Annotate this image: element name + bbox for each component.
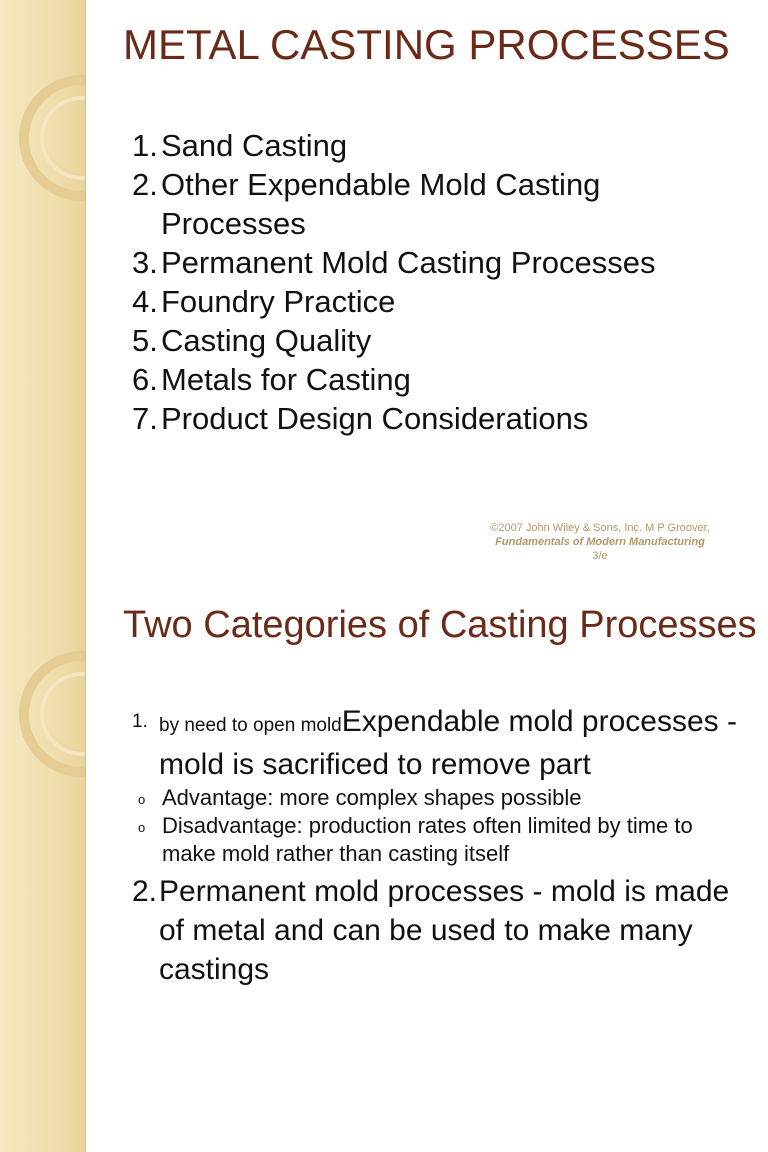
- slide-2: [0, 576, 768, 1152]
- list-item: 1. by need to open moldExpendable mold processes - mold is sacrificed to remove part: [132, 705, 737, 781]
- decorative-sidebar: [0, 0, 86, 576]
- page-title: METAL CASTING PROCESSES: [123, 21, 730, 68]
- sub-list-item: o Disadvantage: production rates often limited by time to make mold rather than casting itself: [138, 813, 693, 866]
- sub-list: [132, 784, 742, 868]
- decorative-sidebar: [0, 576, 86, 1152]
- list-item: 4. Foundry Practice: [132, 284, 396, 319]
- list-item: 7. Product Design Considerations: [132, 401, 589, 436]
- list-item: 5. Casting Quality: [132, 323, 372, 358]
- copyright-note: ©2007 John Wiley & Sons, Inc. M P Groover, Fundamentals of Modern Manufacturing 3/e: [490, 522, 710, 562]
- list-item: 2. Other Expendable Mold Casting Processes: [132, 167, 601, 241]
- list-item: 1. Sand Casting: [132, 128, 348, 163]
- circle-ornament-icon: [0, 0, 85, 576]
- list-item: 3. Permanent Mold Casting Processes: [132, 245, 656, 280]
- topic-list: [132, 126, 752, 438]
- sub-list-item: o Advantage: more complex shapes possible: [138, 785, 582, 810]
- list-item: 6. Metals for Casting: [132, 362, 411, 397]
- list-item: 2. Permanent mold processes - mold is made of metal and can be used to make many castings: [132, 875, 730, 986]
- category-list: [132, 702, 742, 989]
- circle-ornament-icon: [0, 576, 85, 1152]
- section-title: Two Categories of Casting Processes: [123, 604, 757, 646]
